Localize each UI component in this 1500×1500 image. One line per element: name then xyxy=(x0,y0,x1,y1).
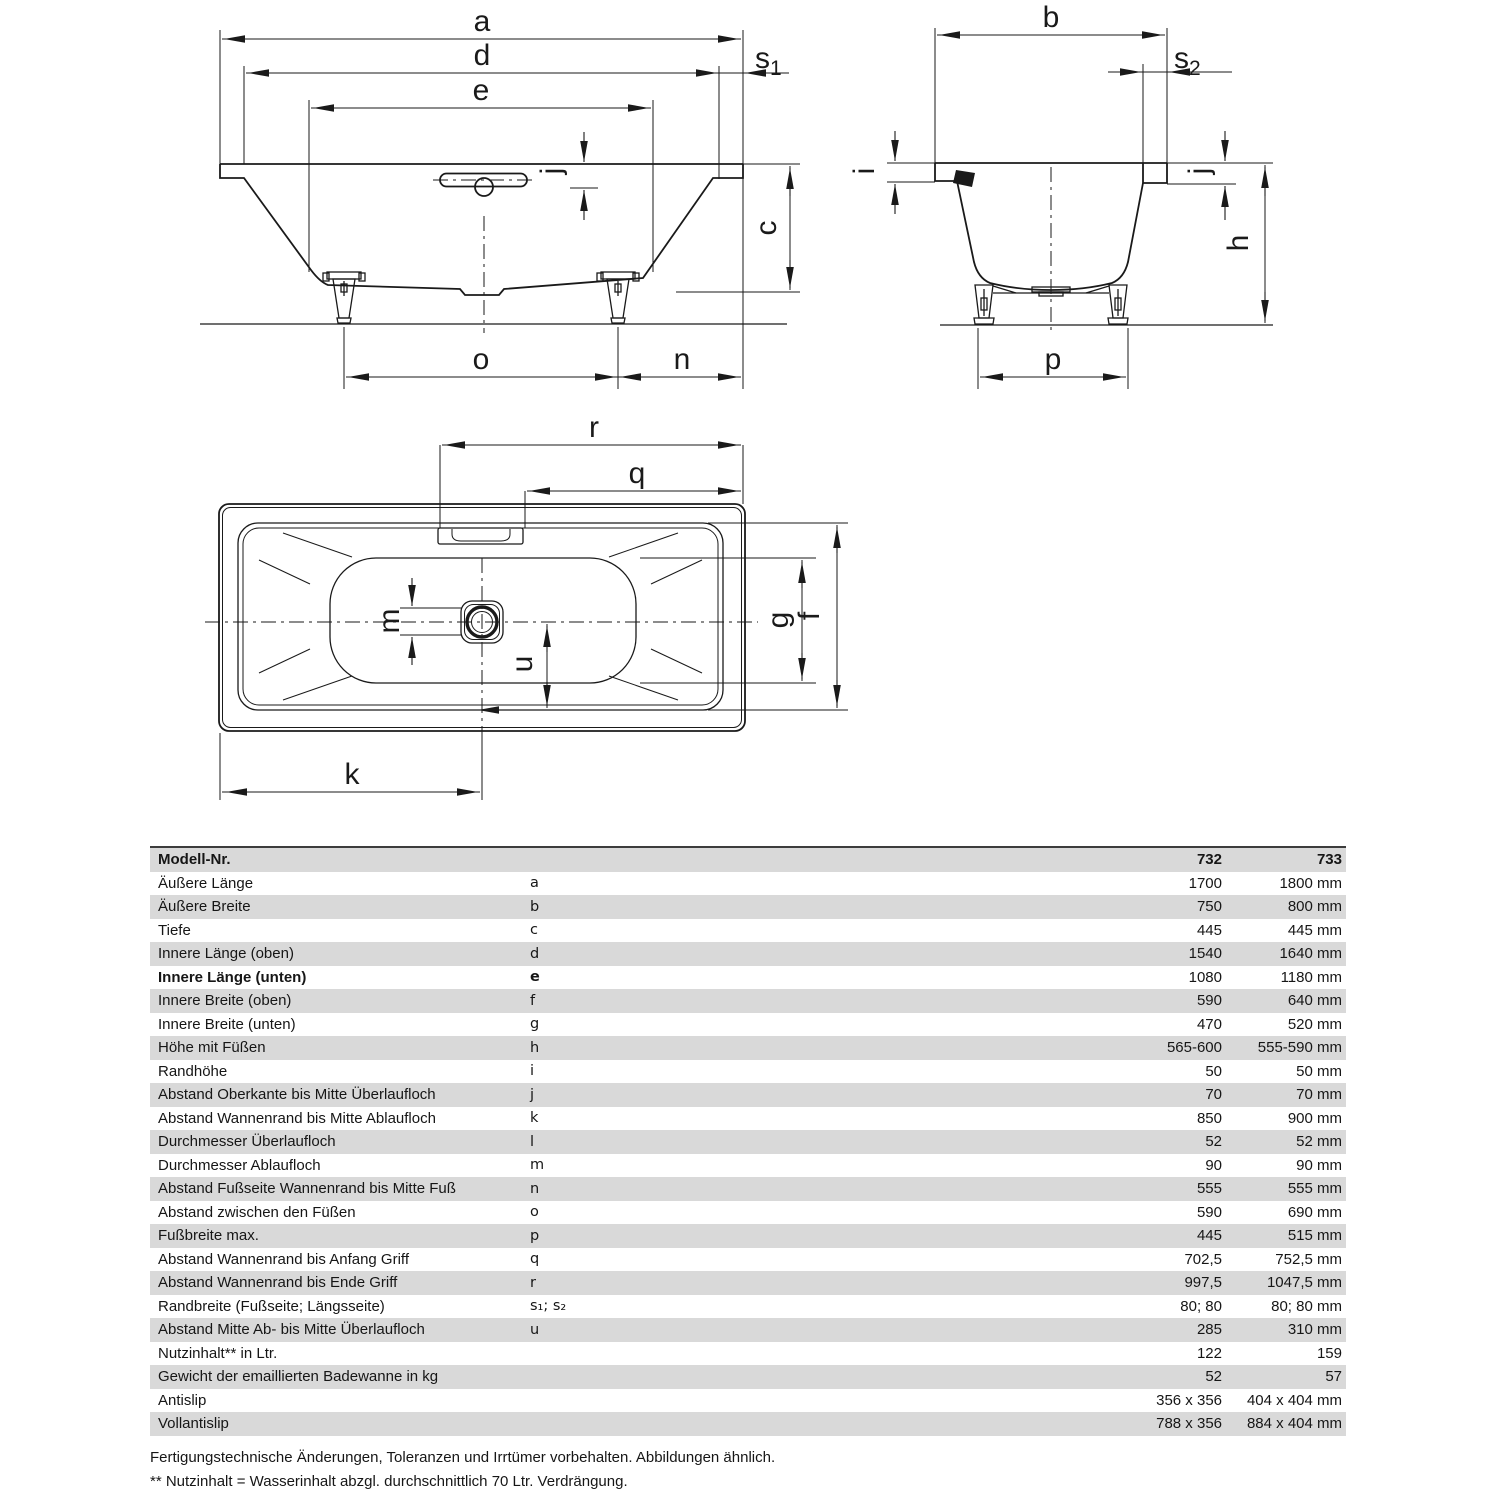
table-header-row xyxy=(150,848,1346,872)
dim-label-f: f xyxy=(793,611,826,621)
row-letter: b xyxy=(530,898,540,915)
table-row xyxy=(150,942,1346,966)
row-label: Nutzinhalt** in Ltr. xyxy=(158,1344,278,1362)
table-header-col-732: 732 xyxy=(1196,851,1222,869)
table-row xyxy=(150,872,1346,896)
table-row xyxy=(150,1412,1346,1436)
value-732: 997,5 xyxy=(1184,1274,1222,1292)
table-row xyxy=(150,1389,1346,1413)
table-row xyxy=(150,1154,1346,1178)
row-label: Gewicht der emaillierten Badewanne in kg xyxy=(158,1368,439,1386)
value-733: 690 mm xyxy=(1287,1203,1342,1221)
value-733: 90 mm xyxy=(1296,1156,1342,1174)
row-letter: r xyxy=(530,1274,536,1291)
row-label: Abstand zwischen den Füßen xyxy=(158,1203,356,1221)
dim-label-n: n xyxy=(673,343,691,376)
value-733: 515 mm xyxy=(1287,1227,1342,1245)
value-733: 445 mm xyxy=(1287,921,1342,939)
row-letter: c xyxy=(530,922,538,939)
grip-plan xyxy=(438,528,523,544)
feet-end xyxy=(940,285,1273,325)
value-732: 52 xyxy=(1205,1133,1222,1151)
side-view xyxy=(200,5,800,389)
dim-label-p: p xyxy=(1044,343,1062,376)
row-label: Abstand Fußseite Wannenrand bis Mitte Fuß xyxy=(158,1180,456,1198)
value-732: 555 xyxy=(1196,1180,1222,1198)
value-733: 884 x 404 mm xyxy=(1246,1415,1342,1433)
value-733: 752,5 mm xyxy=(1275,1250,1342,1268)
footnotes xyxy=(150,1446,775,1493)
dim-label-r: r xyxy=(589,411,599,444)
table-row xyxy=(150,1295,1346,1319)
dim-label-h: h xyxy=(1222,234,1255,252)
row-label: Durchmesser Ablaufloch xyxy=(158,1156,321,1174)
value-732: 470 xyxy=(1196,1015,1222,1033)
table-row xyxy=(150,1201,1346,1225)
value-733: 900 mm xyxy=(1287,1109,1342,1127)
row-label: Innere Länge (oben) xyxy=(158,945,294,963)
feet-side xyxy=(200,272,787,324)
row-letter: i xyxy=(530,1063,535,1080)
value-733: 520 mm xyxy=(1287,1015,1342,1033)
row-letter: j xyxy=(530,1086,535,1103)
spec-table-rows xyxy=(150,872,1346,1436)
value-732: 285 xyxy=(1196,1321,1222,1339)
value-732: 1080 xyxy=(1188,968,1222,986)
row-label: Randbreite (Fußseite; Längsseite) xyxy=(158,1297,385,1315)
table-row xyxy=(150,1342,1346,1366)
value-732: 788 x 356 xyxy=(1156,1415,1222,1433)
value-732: 750 xyxy=(1196,898,1222,916)
value-733: 1180 mm xyxy=(1280,968,1342,986)
value-733: 310 mm xyxy=(1287,1321,1342,1339)
row-letter: q xyxy=(530,1251,540,1268)
value-733: 70 mm xyxy=(1296,1086,1342,1104)
value-732: 702,5 xyxy=(1184,1250,1222,1268)
table-row xyxy=(150,1365,1346,1389)
value-732: 80; 80 xyxy=(1180,1297,1222,1315)
value-733: 159 xyxy=(1316,1344,1342,1362)
value-733: 80; 80 mm xyxy=(1271,1297,1342,1315)
row-label: Antislip xyxy=(158,1391,207,1409)
row-letter: u xyxy=(530,1321,540,1338)
table-row xyxy=(150,1224,1346,1248)
value-732: 590 xyxy=(1196,992,1222,1010)
table-row xyxy=(150,1271,1346,1295)
value-732: 445 xyxy=(1196,921,1222,939)
value-733: 57 xyxy=(1325,1368,1342,1386)
footnote-line: ** Nutzinhalt = Wasserinhalt abzgl. durchschnittlich 70 Ltr. Verdrängung. xyxy=(150,1472,628,1490)
row-letter: h xyxy=(530,1039,540,1056)
value-733: 555-590 mm xyxy=(1257,1039,1342,1057)
overflow-spout xyxy=(953,170,975,187)
dim-label-j-end: j xyxy=(1183,167,1216,175)
row-letter: p xyxy=(530,1227,540,1244)
table-row xyxy=(150,1036,1346,1060)
row-label: Äußere Breite xyxy=(158,898,251,916)
row-letter: a xyxy=(530,875,539,892)
row-letter: d xyxy=(530,945,540,962)
dim-label-k: k xyxy=(344,758,360,791)
row-letter: e xyxy=(530,969,540,986)
footnote-line: Fertigungstechnische Änderungen, Toleranzen und Irrtümer vorbehalten. Abbildungen ähnlich. xyxy=(150,1449,776,1466)
value-732: 850 xyxy=(1196,1109,1222,1127)
table-row xyxy=(150,919,1346,943)
value-732: 90 xyxy=(1205,1156,1222,1174)
plan-view xyxy=(205,411,848,800)
dim-label-a: a xyxy=(473,5,491,38)
dim-label-e: e xyxy=(472,74,490,107)
row-label: Durchmesser Überlaufloch xyxy=(158,1133,336,1151)
bathtub-side-outline xyxy=(220,164,743,295)
value-733: 50 mm xyxy=(1296,1062,1342,1080)
row-label: Innere Länge (unten) xyxy=(158,968,307,986)
value-733: 800 mm xyxy=(1287,898,1342,916)
table-row xyxy=(150,1060,1346,1084)
table-row xyxy=(150,1130,1346,1154)
row-label: Höhe mit Füßen xyxy=(158,1039,266,1057)
dim-label-m: m xyxy=(373,608,406,634)
value-733: 640 mm xyxy=(1287,992,1342,1010)
dim-label-j-side: j xyxy=(535,167,568,175)
row-label: Abstand Mitte Ab- bis Mitte Überlaufloch xyxy=(158,1321,425,1339)
value-732: 590 xyxy=(1196,1203,1222,1221)
row-label: Innere Breite (oben) xyxy=(158,992,292,1010)
value-732: 565-600 xyxy=(1166,1039,1222,1057)
dim-label-d: d xyxy=(473,39,491,72)
row-letter: f xyxy=(530,992,536,1009)
table-row xyxy=(150,989,1346,1013)
row-label: Äußere Länge xyxy=(158,874,254,892)
value-733: 404 x 404 mm xyxy=(1246,1391,1342,1409)
row-label: Fußbreite max. xyxy=(158,1227,259,1245)
row-letter: s₁; s₂ xyxy=(530,1298,567,1315)
row-label: Vollantislip xyxy=(158,1415,229,1433)
value-732: 52 xyxy=(1205,1368,1222,1386)
dim-label-s1: $s_1$ xyxy=(755,42,782,80)
value-732: 122 xyxy=(1196,1344,1222,1362)
value-733: 1047,5 mm xyxy=(1266,1274,1342,1292)
table-header-label: Modell-Nr. xyxy=(158,851,231,869)
row-letter: k xyxy=(530,1110,539,1127)
spec-table xyxy=(150,846,1346,1436)
value-732: 50 xyxy=(1205,1062,1222,1080)
row-label: Abstand Wannenrand bis Mitte Ablaufloch xyxy=(158,1109,436,1127)
value-732: 445 xyxy=(1196,1227,1222,1245)
table-row xyxy=(150,895,1346,919)
table-row xyxy=(150,1013,1346,1037)
table-row xyxy=(150,1083,1346,1107)
table-row xyxy=(150,1177,1346,1201)
dim-label-g: g xyxy=(762,611,795,629)
row-label: Tiefe xyxy=(158,921,191,939)
dim-label-s2: $s_2$ xyxy=(1174,42,1201,80)
dim-label-b: b xyxy=(1042,1,1060,34)
value-732: 356 x 356 xyxy=(1156,1391,1222,1409)
row-letter: l xyxy=(530,1133,535,1150)
table-row xyxy=(150,1318,1346,1342)
row-label: Innere Breite (unten) xyxy=(158,1015,296,1033)
dim-label-c: c xyxy=(750,220,783,236)
end-view xyxy=(848,1,1273,389)
row-letter: o xyxy=(530,1204,539,1221)
row-letter: g xyxy=(530,1016,540,1033)
dim-label-i: i xyxy=(848,167,881,175)
row-label: Abstand Oberkante bis Mitte Überlaufloch xyxy=(158,1086,436,1104)
value-733: 1800 mm xyxy=(1279,874,1342,892)
row-label: Abstand Wannenrand bis Anfang Griff xyxy=(158,1250,409,1268)
value-732: 1540 xyxy=(1188,945,1222,963)
row-letter: n xyxy=(530,1180,540,1197)
table-row xyxy=(150,1248,1346,1272)
table-row xyxy=(150,1107,1346,1131)
value-733: 555 mm xyxy=(1287,1180,1342,1198)
value-732: 1700 xyxy=(1188,874,1222,892)
value-733: 1640 mm xyxy=(1279,945,1342,963)
row-label: Abstand Wannenrand bis Ende Griff xyxy=(158,1274,398,1292)
row-label: Randhöhe xyxy=(158,1062,228,1080)
value-733: 52 mm xyxy=(1296,1133,1342,1151)
table-row xyxy=(150,966,1346,990)
dim-label-q: q xyxy=(628,457,646,490)
dim-label-u: u xyxy=(506,655,539,673)
value-732: 70 xyxy=(1205,1086,1222,1104)
row-letter: m xyxy=(530,1157,545,1174)
dim-label-o: o xyxy=(472,343,490,376)
table-header-col-733: 733 xyxy=(1316,851,1342,869)
